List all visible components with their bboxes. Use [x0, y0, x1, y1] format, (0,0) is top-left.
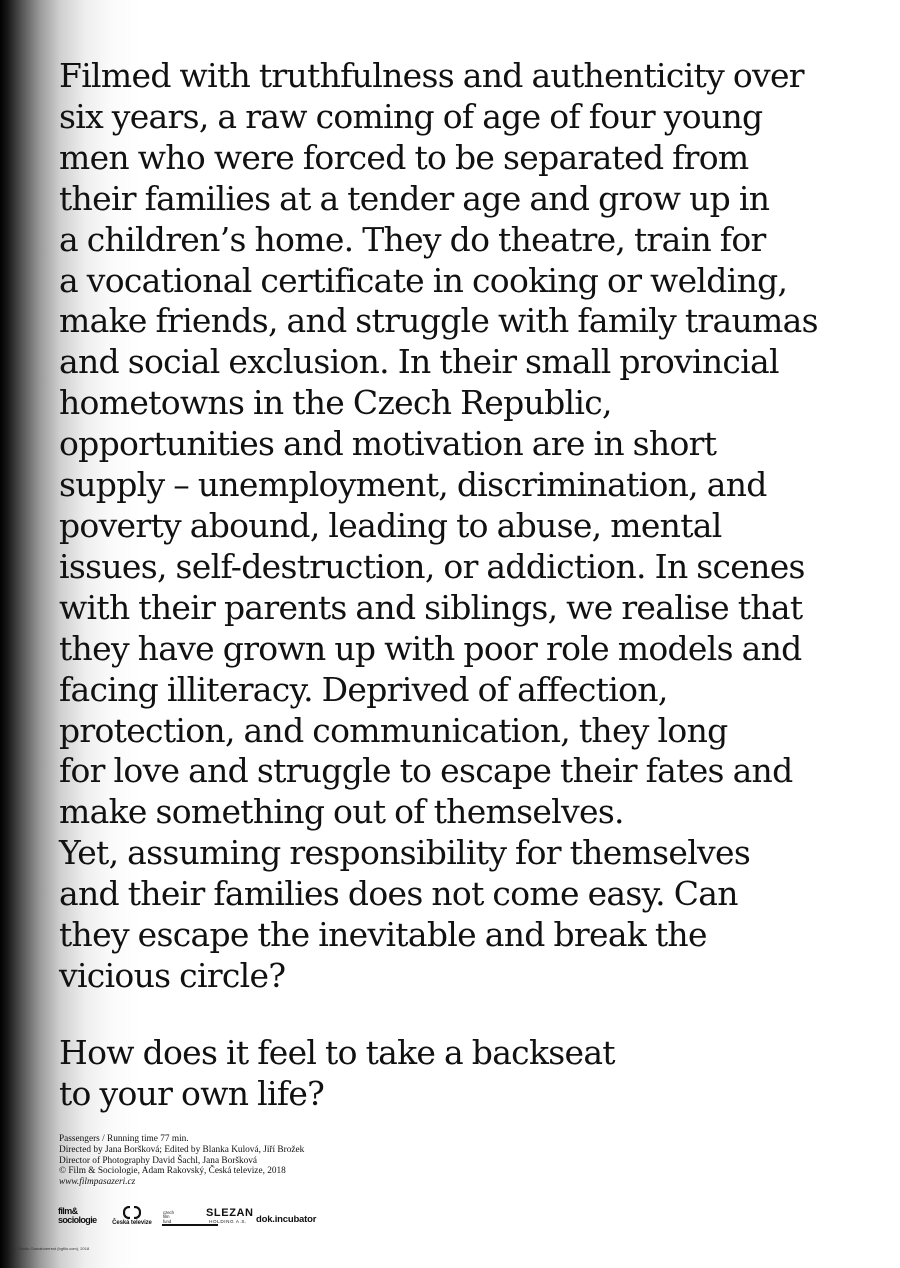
synopsis-text — [59, 56, 889, 997]
film-sociologie-logo-line1: film& — [58, 1206, 78, 1216]
film-sociologie-logo-line2: sociologie — [58, 1214, 97, 1225]
synopsis-line: protection, and communication, they long — [59, 710, 728, 750]
tagline-question — [59, 1033, 889, 1115]
credit-title-runtime: Passengers / Running time 77 min. — [59, 1134, 189, 1144]
synopsis-line: make something out of themselves. — [59, 792, 624, 832]
synopsis-line: they have grown up with poor role models and — [59, 628, 802, 668]
synopsis-line: issues, self-destruction, or addiction. In scenes — [59, 546, 805, 586]
synopsis-line: men who were forced to be separated from — [59, 137, 749, 177]
czech-film-fund-logo-line1: czech — [163, 1210, 174, 1215]
film-sociologie-logo — [58, 1207, 97, 1224]
ceska-televize-logo — [106, 1206, 158, 1226]
czech-film-fund-logo-line2: film — [163, 1214, 170, 1220]
synopsis-line: with their parents and siblings, we realise that — [59, 587, 803, 627]
slezan-logo-sub: HOLDING A.S. — [209, 1219, 247, 1224]
slezan-logo-name: SLEZAN — [206, 1207, 254, 1219]
synopsis-line: six years, a raw coming of age of four young — [59, 96, 763, 136]
question-line: to your own life? — [59, 1073, 325, 1113]
credit-photography: Director of Photography David Šachl, Jana Boršková — [59, 1155, 258, 1166]
synopsis-line: Yet, assuming responsibility for themselves — [59, 833, 751, 873]
synopsis-line: a children’s home. They do theatre, train for — [59, 219, 766, 259]
question-line: How does it feel to take a backseat — [59, 1033, 615, 1072]
synopsis-line: vicious circle? — [59, 955, 286, 995]
czech-film-fund-logo-line3: fund — [163, 1218, 172, 1224]
credits-block — [59, 1134, 304, 1188]
footer-note: © Studio Gamaboerrest (bgfilo.com), 2018 — [14, 1246, 90, 1251]
credit-copyright: © Film & Sociologie, Adam Rakovský, Česká televize, 2018 — [59, 1166, 286, 1177]
synopsis-line: their families at a tender age and grow up in — [59, 178, 770, 218]
synopsis-line: for love and struggle to escape their fates and — [59, 751, 793, 791]
synopsis-line: poverty abound, leading to abuse, mental — [59, 505, 722, 545]
slezan-holding-logo — [206, 1207, 254, 1225]
synopsis-line: they escape the inevitable and break the — [59, 915, 707, 955]
ceska-televize-logo-text: Česká televize — [112, 1220, 152, 1226]
synopsis-line: hometowns in the Czech Republic, — [59, 383, 612, 423]
synopsis-line: Filmed with truthfulness and authenticity over — [59, 56, 804, 95]
synopsis-line: opportunities and motivation are in short — [59, 424, 717, 464]
partner-logos — [58, 1206, 378, 1234]
synopsis-line: facing illiteracy. Deprived of affection, — [59, 669, 668, 709]
synopsis-line: supply – unemployment, discrimination, and — [59, 465, 767, 505]
czech-film-fund-logo-text — [163, 1211, 174, 1224]
dok-incubator-logo: dok.incubator — [256, 1214, 317, 1225]
credit-directed-edited: Directed by Jana Boršková; Edited by Blanka Kulová, Jiří Brožek — [59, 1144, 305, 1155]
ceska-televize-logo-icon — [123, 1206, 141, 1219]
synopsis-line: and their families does not come easy. Can — [59, 874, 738, 914]
synopsis-line: a vocational certificate in cooking or welding, — [59, 260, 788, 300]
synopsis-line: and social exclusion. In their small provincial — [59, 342, 779, 382]
website-link[interactable]: www.filmpasazeri.cz — [59, 1177, 136, 1188]
synopsis-line: make friends, and struggle with family traumas — [59, 301, 818, 341]
